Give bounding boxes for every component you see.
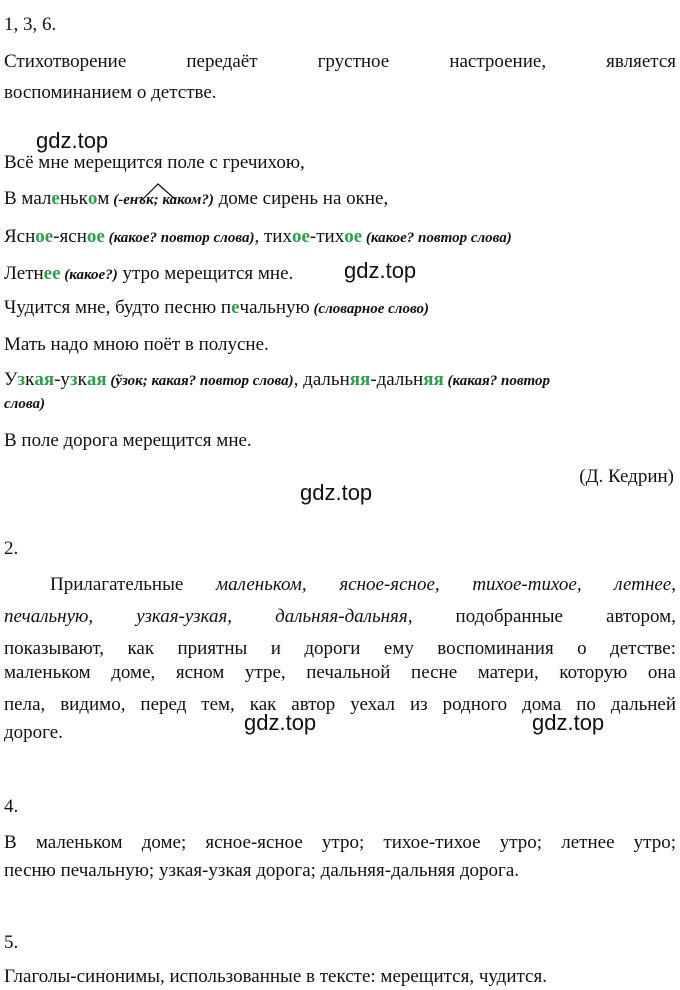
section2-line6: дороге. — [4, 722, 63, 743]
intro-word: передаёт — [186, 51, 258, 72]
poem-line-8: В поле дорога мерещится мне. — [4, 430, 252, 451]
section4-line2: песню печальную; узкая-узкая дорога; дальняя-дальняя дорога. — [4, 860, 520, 881]
intro-word: настроение, — [449, 51, 547, 72]
morpheme-note: (ўзок; какая? повтор слова) — [106, 373, 294, 389]
morpheme-note: (какое? повтор слова) — [362, 230, 512, 246]
section1-intro-line1 — [4, 51, 676, 73]
poem-line-5: Чудится мне, будто песню печальную (словарное слово) — [4, 297, 429, 318]
section2-line1: Прилагательные маленьком, ясное-ясное, тихое-тихое, летнее, — [50, 574, 676, 595]
section1-heading: 1, 3, 6. — [4, 14, 57, 35]
morpheme-note: (словарное слово) — [309, 301, 429, 317]
watermark: gdz.top — [344, 258, 417, 283]
section4-line1: В маленьком доме; ясное-ясное утро; тихое-тихое утро; летнее утро; — [4, 832, 676, 853]
watermark: gdz.top — [532, 710, 605, 735]
section2-line2: печальную, узкая-узкая, дальняя-дальняя, подобранные автором, — [4, 606, 676, 627]
morpheme-note: (какая? повтор — [443, 373, 550, 389]
morpheme-note: (какое?) — [60, 267, 118, 283]
poem-line-7: Узкая-узкая (ўзок; какая? повтор слова), дальняя-дальняя (какая? повтор — [4, 369, 550, 390]
watermark: gdz.top — [244, 710, 317, 735]
poem-line-6: Мать надо мною поёт в полусне. — [4, 334, 269, 355]
poem-line-2: В маленьком (-енък; каком?) доме сирень на окне, — [4, 188, 389, 209]
watermark: gdz.top — [300, 480, 373, 505]
poem-author: (Д. Кедрин) — [579, 466, 674, 487]
suffix-arc-icon — [140, 180, 180, 202]
poem-line-4: Летнее (какое?) утро мерещится мне. — [4, 263, 294, 284]
poem-line-3: Ясное-ясное (какое? повтор слова), тихое-тихое (какое? повтор слова) — [4, 226, 512, 247]
watermark: gdz.top — [36, 128, 109, 153]
section5-heading: 5. — [4, 932, 19, 953]
intro-word: является — [606, 51, 676, 72]
poem-line-7-note-cont: слова) — [4, 396, 45, 412]
section2-line4: маленьком доме, ясном утре, печальной песне матери, которую она — [4, 662, 676, 683]
poem-line-1: Всё мне мерещится поле с гречихою, — [4, 152, 305, 173]
intro-word: Стихотворение — [4, 51, 127, 72]
section2-heading: 2. — [4, 538, 19, 559]
section1-intro-line2: воспоминанием о детстве. — [4, 82, 217, 103]
section5-line1: Глаголы-синонимы, использованные в тексте: мерещится, чудится. — [4, 966, 547, 987]
section2-line5: пела, видимо, перед тем, как автор уехал из родного дома по дальней — [4, 694, 676, 715]
morpheme-note: (-енък; каком?) — [109, 192, 214, 208]
morpheme-note: (какое? повтор слова) — [104, 230, 255, 246]
section2-line3: показывают, как приятны и дороги ему воспоминания о детстве: — [4, 638, 676, 659]
section4-heading: 4. — [4, 796, 19, 817]
intro-word: грустное — [317, 51, 390, 72]
